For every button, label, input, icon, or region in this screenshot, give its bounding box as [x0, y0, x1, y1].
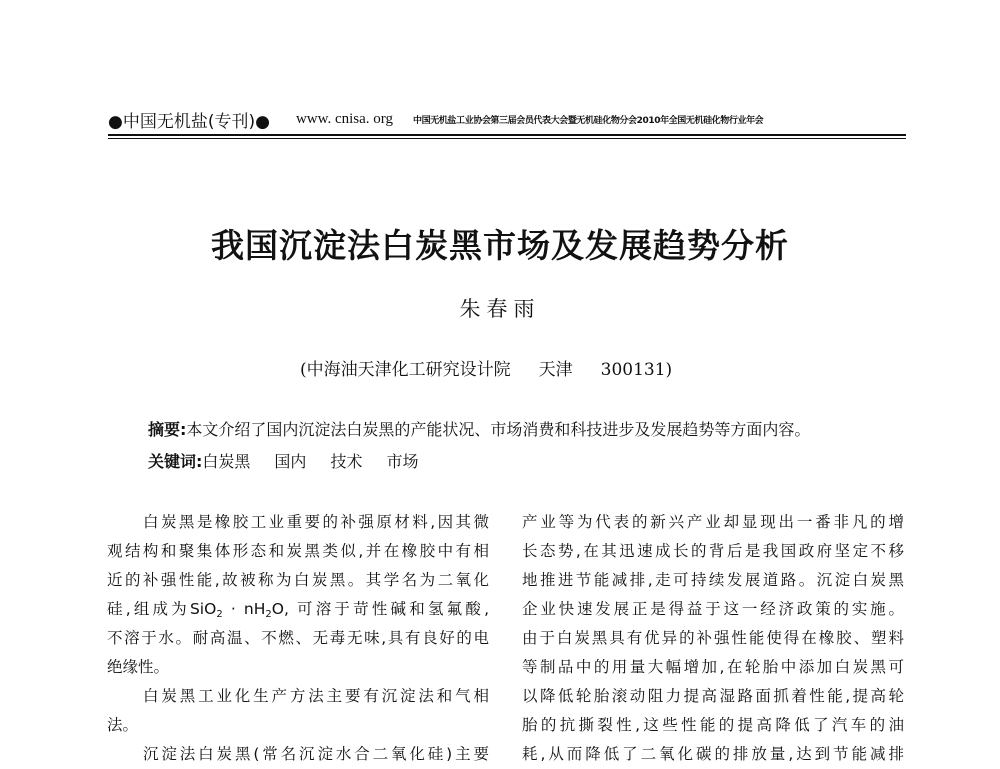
body-line: 近的补强性能,故被称为白炭黑。其学名为二氧化 — [107, 571, 489, 589]
body-line: 耗,从而降低了二氧化碳的排放量,达到节能减排 — [522, 745, 904, 763]
body-line: 绝缘性。 — [107, 658, 170, 676]
formula-post: O, 可溶于苛性碱和氢氟酸, — [271, 600, 489, 618]
affiliation-close-paren: ) — [665, 360, 673, 380]
running-header — [108, 104, 906, 134]
formula-mid: · nH — [222, 600, 266, 618]
body-line: 胎的抗撕裂性,这些性能的提高降低了汽车的油 — [522, 716, 904, 734]
keyword-item: 技术 — [330, 452, 363, 471]
keywords — [148, 449, 908, 472]
body-line-formula — [107, 595, 489, 624]
body-line: 产业等为代表的新兴产业却显现出一番非凡的增 — [522, 513, 904, 531]
affiliation-city: 天津 — [538, 360, 573, 380]
header-rule-thick — [108, 134, 906, 136]
body-line: 观结构和聚集体形态和炭黑类似,并在橡胶中有相 — [107, 542, 489, 560]
body-line: 地推进节能减排,走可持续发展道路。沉淀白炭黑 — [522, 571, 904, 589]
author-name: 朱春雨 — [459, 297, 541, 321]
body-line: 不溶于水。耐高温、不燃、无毒无味,具有良好的电 — [107, 629, 489, 647]
keyword-item: 国内 — [274, 452, 307, 471]
conference-name: 中国无机盐工业协会第三届会员代表大会暨无机硅化物分会2010年全国无机硅化物行业年会 — [413, 115, 764, 126]
affiliation-postcode: 300131 — [600, 360, 666, 380]
body-line: 长态势,在其迅速成长的背后是我国政府坚定不移 — [522, 542, 904, 560]
keyword-item: 白炭黑 — [202, 452, 251, 471]
abstract — [148, 417, 908, 440]
body-line: 法。 — [107, 716, 139, 734]
journal-brand: ●中国无机盐(专刊)● — [108, 111, 270, 132]
formula-sub: 2 — [216, 609, 223, 620]
keyword-item: 市场 — [386, 452, 419, 471]
body-column-right — [522, 508, 904, 769]
body-line: 白炭黑工业化生产方法主要有沉淀法和气相 — [143, 687, 489, 705]
affiliation — [300, 355, 672, 380]
header-rule-thin — [108, 138, 906, 139]
affiliation-open-paren: ( — [300, 360, 307, 380]
affiliation-institute: 中海油天津化工研究设计院 — [306, 360, 511, 380]
body-line: 等制品中的用量大幅增加,在轮胎中添加白炭黑可 — [522, 658, 904, 676]
formula-sub: 2 — [265, 609, 272, 620]
abstract-text: 本文介绍了国内沉淀法白炭黑的产能状况、市场消费和科技进步及发展趋势等方面内容。 — [186, 420, 811, 439]
formula-si: SiO — [189, 600, 217, 618]
keywords-label: 关键词: — [148, 452, 203, 471]
paper-title: 我国沉淀法白炭黑市场及发展趋势分析 — [211, 226, 789, 265]
journal-url: www. cnisa. org — [295, 110, 394, 127]
body-line: 企业快速发展正是得益于这一经济政策的实施。 — [522, 600, 904, 618]
body-line: 沉淀法白炭黑(常名沉淀水合二氧化硅)主要 — [143, 745, 489, 763]
body-column-left — [107, 508, 489, 769]
body-line: 以降低轮胎滚动阻力提高湿路面抓着性能,提高轮 — [522, 687, 904, 705]
abstract-label: 摘要: — [148, 420, 187, 439]
body-line: 白炭黑是橡胶工业重要的补强原材料,因其微 — [143, 513, 489, 531]
body-line: 由于白炭黑具有优异的补强性能使得在橡胶、塑料 — [522, 629, 904, 647]
formula-pre: 硅,组成为 — [107, 600, 190, 618]
